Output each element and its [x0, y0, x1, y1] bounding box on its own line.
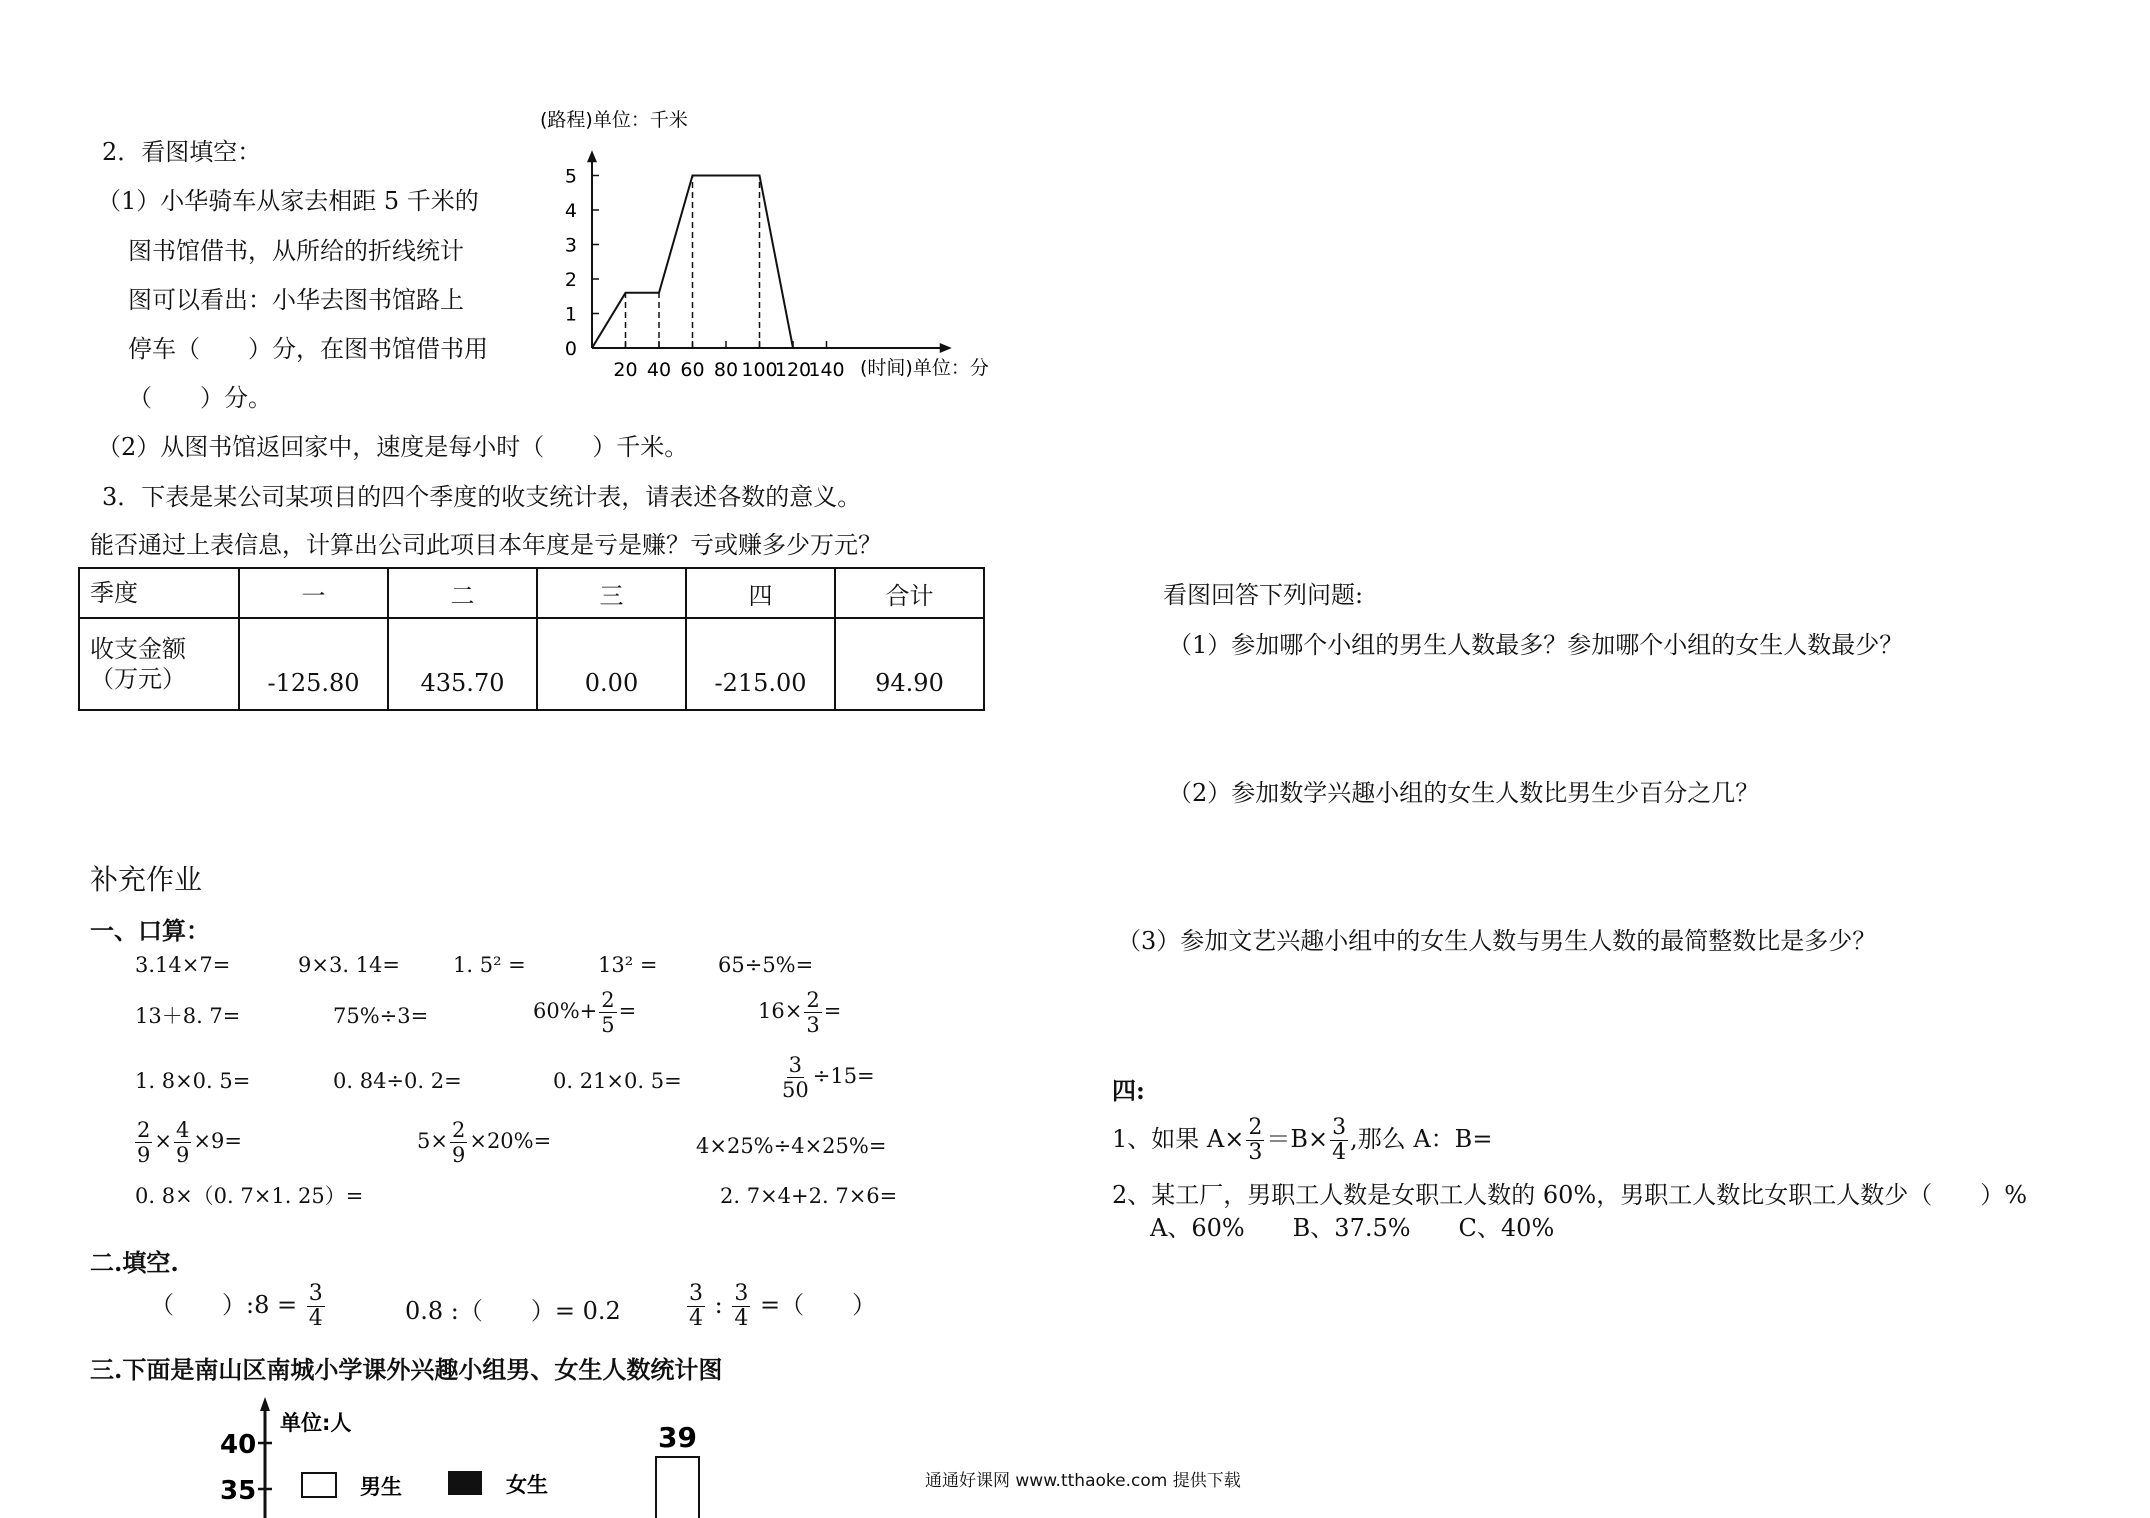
bar-value-label: 39 — [658, 1421, 697, 1454]
y-tick-label: 40 — [220, 1430, 257, 1460]
table-row-label — [79, 618, 239, 710]
section-3-title: 三.下面是南山区南城小学课外兴趣小组男、女生人数统计图 — [90, 1355, 723, 1384]
fraction: $\frac{2}{5}$ — [601, 988, 615, 1037]
fill-item-a: （ ）:8 = $\frac{3}{4}$ — [150, 1281, 323, 1331]
chart-x-axis-label: (时间)单位：分 — [860, 357, 989, 379]
q2-part1-line4: 停车（ ）分，在图书馆借书用 — [128, 335, 488, 363]
table-cell: 94.90 — [835, 618, 984, 710]
oral-item: 2. 7×4+2. 7×6= — [720, 1184, 898, 1208]
q2-part1-line1: （1）小华骑车从家去相距 5 千米的 — [97, 187, 479, 215]
fraction: $\frac{2}{3}$ — [806, 988, 820, 1037]
q2-part2: （2）从图书馆返回家中，速度是每小时（ ）千米。 — [97, 433, 689, 461]
oral-item: 13² = — [598, 953, 658, 977]
x-tick-label: 20 — [613, 359, 638, 381]
x-tick-label: 60 — [680, 359, 705, 381]
table-header-cell: 季度 — [79, 568, 239, 618]
section-4-item-2: 2、某工厂，男职工人数是女职工人数的 60%，男职工人数比女职工人数少（ ）% — [1112, 1181, 2028, 1209]
oral-item: 16× $\frac{2}{3}$ = — [758, 988, 842, 1037]
x-tick-label: 40 — [646, 359, 672, 381]
legend-boy-label: 男生 — [360, 1475, 402, 1499]
table-header-cell: 二 — [388, 568, 537, 618]
table-header-cell: 三 — [537, 568, 686, 618]
fraction: $\frac{3}{4}$ — [308, 1281, 323, 1331]
right-question-1: （1）参加哪个小组的男生人数最多？参加哪个小组的女生人数最少？ — [1168, 631, 1904, 659]
fill-item-b: 0.8 :（ ）= 0.2 — [405, 1297, 621, 1325]
row-label-line2: （万元） — [90, 665, 186, 693]
interest-group-bar-chart — [210, 1395, 730, 1518]
fraction: $\frac{2}{9}$ — [451, 1118, 466, 1167]
q2-part1-line2: 图书馆借书，从所给的折线统计 — [128, 237, 464, 265]
y-tick-label: 0 — [564, 338, 577, 360]
oral-item: $\frac{3}{50}$ ÷15= — [782, 1053, 875, 1102]
fill-item-c: $\frac{3}{4}$ : $\frac{3}{4}$ =（ ） — [689, 1281, 877, 1331]
y-tick-label: 5 — [564, 165, 577, 188]
section-2-title: 二.填空. — [90, 1248, 179, 1277]
oral-item: 1. 5² = — [453, 953, 526, 977]
bar-boy — [656, 1457, 699, 1518]
table-header-cell: 一 — [239, 568, 388, 618]
revenue-table — [78, 567, 985, 711]
table-header-cell: 四 — [686, 568, 835, 618]
q2-title: 2．看图填空： — [102, 138, 262, 166]
oral-item: 60%+ $\frac{2}{5}$ = — [533, 988, 637, 1037]
oral-item: 65÷5%= — [718, 953, 814, 977]
table-header-cell: 合计 — [835, 568, 984, 618]
table-row — [79, 618, 984, 710]
section-4-item-1: 1、如果 A× $\frac{2}{3}$ ＝B× $\frac{3}{4}$ ,那么 A：B= — [1112, 1115, 1493, 1165]
right-question-2: （2）参加数学兴趣小组的女生人数比男生少百分之几？ — [1168, 779, 1760, 807]
oral-item: 13＋8. 7= — [135, 1004, 241, 1028]
y-axis-arrow-icon — [587, 150, 597, 162]
table-row — [79, 568, 984, 618]
supplement-title: 补充作业 — [90, 863, 203, 896]
table-cell: 435.70 — [388, 618, 537, 710]
x-axis-arrow-icon — [940, 343, 952, 353]
fraction: $\frac{3}{4}$ — [1332, 1115, 1347, 1165]
y-tick-label: 1 — [564, 303, 577, 326]
oral-item: 3.14×7= — [135, 953, 231, 977]
fraction: $\frac{3}{4}$ — [734, 1281, 749, 1331]
bar-chart-unit: 单位:人 — [280, 1411, 352, 1435]
x-tick-label: 100 — [741, 359, 778, 381]
y-tick-label: 35 — [220, 1476, 257, 1506]
oral-item: 4×25%÷4×25%= — [696, 1134, 887, 1158]
x-tick-label: 120 — [774, 359, 812, 381]
legend-girl-swatch — [448, 1471, 482, 1495]
fraction: $\frac{2}{9}$ — [137, 1118, 151, 1167]
y-tick-label: 2 — [564, 269, 577, 291]
oral-item: 1. 8×0. 5= — [135, 1069, 251, 1093]
legend-boy-swatch — [302, 1473, 336, 1497]
oral-item: 75%÷3= — [333, 1004, 429, 1028]
fraction: $\frac{3}{50}$ — [782, 1053, 809, 1102]
chart-y-axis-label: (路程)单位：千米 — [540, 109, 688, 131]
section-1-title: 一、口算： — [90, 916, 210, 945]
table-cell: -215.00 — [686, 618, 835, 710]
q3-question: 能否通过上表信息，计算出公司此项目本年度是亏是赚？亏或赚多少万元？ — [90, 531, 882, 559]
x-tick-label: 140 — [808, 359, 845, 381]
q3-title: 3．下表是某公司某项目的四个季度的收支统计表，请表述各数的意义。 — [102, 483, 862, 511]
fraction: $\frac{2}{3}$ — [1248, 1115, 1263, 1165]
oral-item: 9×3. 14= — [298, 953, 400, 977]
row-label-line1: 收支金额 — [90, 635, 186, 663]
fraction: $\frac{4}{9}$ — [175, 1118, 190, 1167]
section-4-title: 四: — [1112, 1076, 1145, 1105]
fraction: $\frac{3}{4}$ — [689, 1281, 703, 1331]
y-tick-label: 3 — [564, 234, 577, 257]
oral-item: 0. 8×（0. 7×1. 25）= — [135, 1184, 364, 1208]
x-tick-label: 80 — [713, 359, 739, 381]
table-cell: -125.80 — [239, 618, 388, 710]
oral-item: 5× $\frac{2}{9}$ ×20%= — [417, 1118, 552, 1167]
oral-item: 0. 84÷0. 2= — [333, 1069, 462, 1093]
y-axis-arrow-icon — [260, 1397, 270, 1411]
oral-item: 0. 21×0. 5= — [553, 1069, 682, 1093]
oral-item: $\frac{2}{9}$ × $\frac{4}{9}$ ×9= — [137, 1118, 242, 1167]
y-tick-label: 4 — [564, 200, 577, 222]
legend-girl-label: 女生 — [506, 1473, 548, 1497]
right-question-3: （3）参加文艺兴趣小组中的女生人数与男生人数的最简整数比是多少？ — [1117, 927, 1877, 955]
section-4-options: A、60% B、37.5% C、40% — [1150, 1214, 1555, 1242]
q2-part1-line5: （ ）分。 — [128, 384, 272, 412]
q2-part1-line3: 图可以看出：小华去图书馆路上 — [128, 286, 464, 314]
table-cell: 0.00 — [537, 618, 686, 710]
distance-time-chart — [530, 100, 1010, 390]
page-footer: 通通好课网 www.tthaoke.com 提供下载 — [925, 1471, 1241, 1491]
right-intro: 看图回答下列问题: — [1163, 581, 1364, 609]
